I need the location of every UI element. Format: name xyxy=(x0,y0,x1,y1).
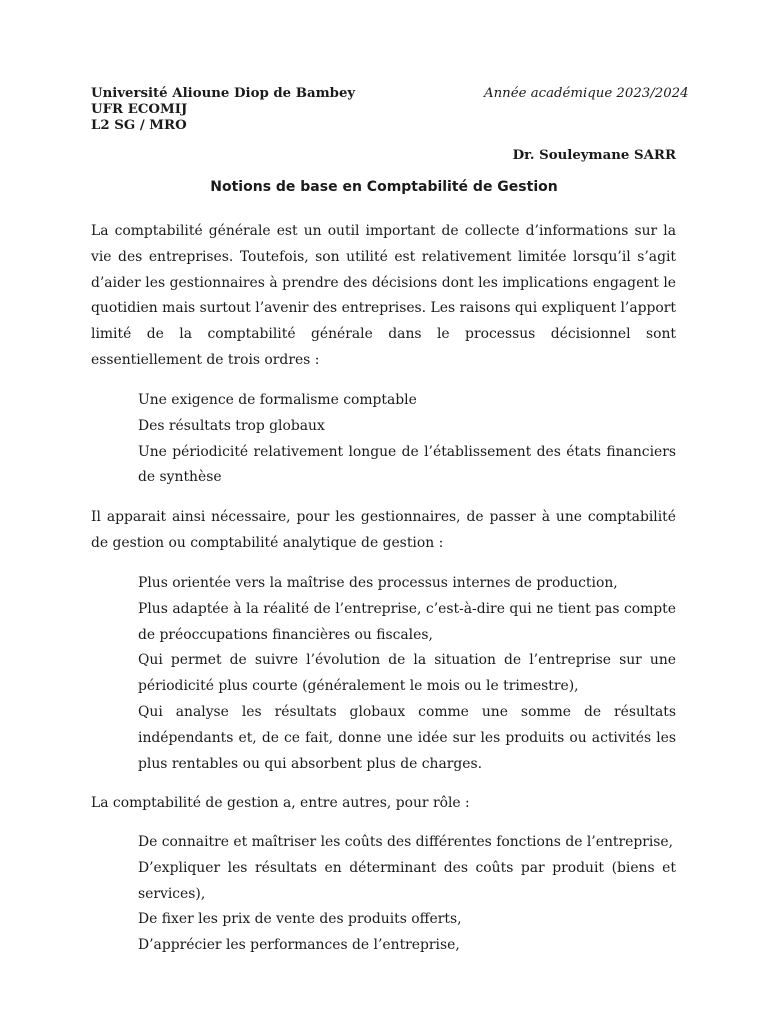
list-item: D’expliquer les résultats en déterminant des coûts par produit (biens et services), xyxy=(138,859,676,902)
reasons-list xyxy=(138,388,676,491)
features-list xyxy=(138,571,676,777)
list-item: Qui permet de suivre l’évolution de la situation de l’entreprise sur une périodicité plus courte (généralement le mois ou le trimestre), xyxy=(138,652,676,695)
academic-year: Année académique 2023/2024 xyxy=(484,86,689,101)
list-item: Une exigence de formalisme comptable xyxy=(138,392,417,408)
author-name: Dr. Souleymane SARR xyxy=(512,148,676,163)
university-name: Université Alioune Diop de Bambey xyxy=(91,86,356,101)
ufr-name: UFR ECOMIJ xyxy=(91,102,188,117)
list-item: De fixer les prix de vente des produits offerts, xyxy=(138,911,462,928)
list-item: De connaitre et maîtriser les coûts des différentes fonctions de l’entreprise, xyxy=(138,834,674,850)
list-item: Plus orientée vers la maîtrise des processus internes de production, xyxy=(138,575,618,591)
class-level: L2 SG / MRO xyxy=(91,118,187,133)
roles-intro-paragraph: La comptabilité de gestion a, entre autres, pour rôle : xyxy=(91,795,470,811)
intro-paragraph: La comptabilité générale est un outil important de collecte d’informations sur la vie des entreprises. Toutefois, son utilité est relativement limitée lorsqu’il s’agit d’aider les gestionnaires à prendre des décisions dont les implications engagent le quotidien mais surtout l’avenir des entreprises. Les raisons qui expliquent l’apport limité de la comptabilité générale dans le processus décisionnel sont essentiellement de trois ordres : xyxy=(91,223,676,368)
list-item: Une périodicité relativement longue de l’établissement des états financiers de synthèse xyxy=(138,443,676,486)
list-item: D’apprécier les performances de l’entreprise, xyxy=(138,937,460,954)
list-item: Plus adaptée à la réalité de l’entreprise, c’est-à-dire qui ne tient pas compte de préoccupations financières ou fiscales, xyxy=(138,600,676,643)
document-title: Notions de base en Comptabilité de Gestion xyxy=(210,179,558,195)
roles-list xyxy=(138,830,676,959)
transition-paragraph: Il apparait ainsi nécessaire, pour les gestionnaires, de passer à une comptabilité de gestion ou comptabilité analytique de gestion : xyxy=(91,509,676,551)
list-item: Des résultats trop globaux xyxy=(138,417,325,434)
list-item: Qui analyse les résultats globaux comme une somme de résultats indépendants et, de ce fait, donne une idée sur les produits ou activités les plus rentables ou qui absorbent plus de charges. xyxy=(138,703,676,772)
